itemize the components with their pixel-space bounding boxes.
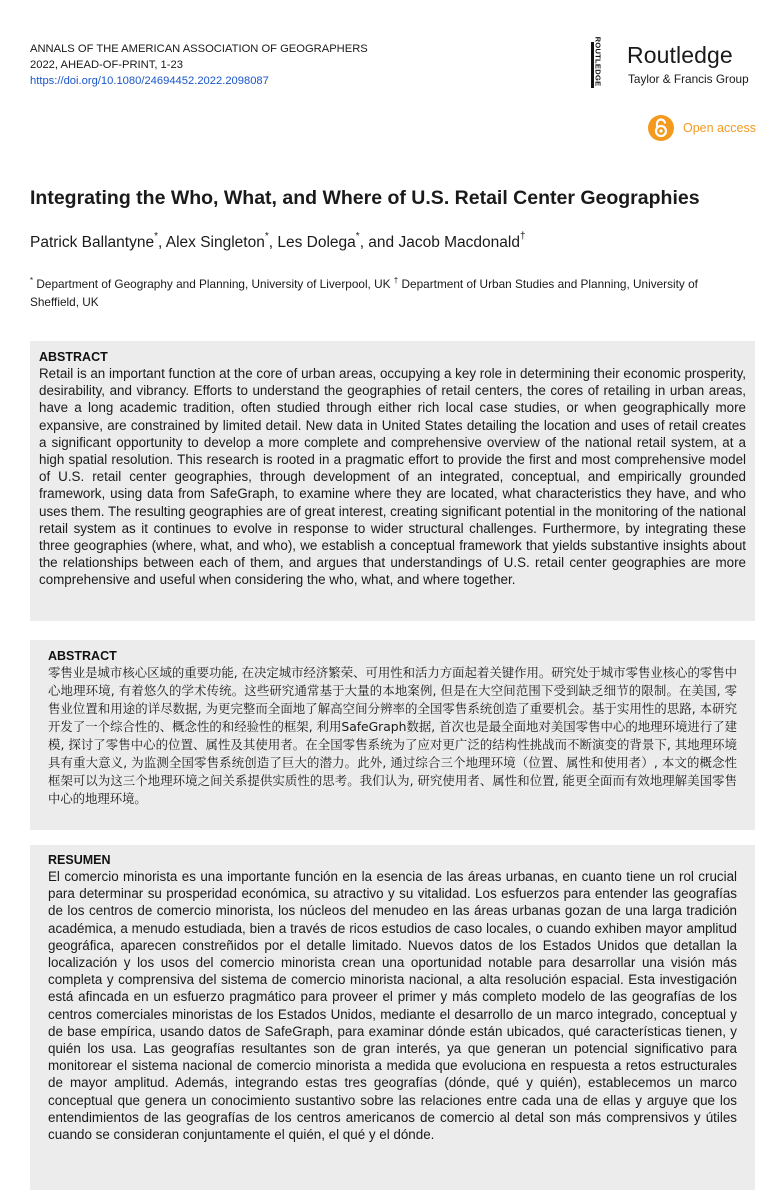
- author-name: Jacob Macdonald: [398, 234, 520, 251]
- author-mark: †: [519, 230, 526, 242]
- journal-header: [30, 42, 368, 89]
- routledge-vertical-text: ROUTLEDGE: [593, 36, 603, 87]
- abstract-text: Retail is an important function at the core of urban areas, occupying a key role in determining their economic prosperity, desirability, and vibrancy. Efforts to understand the geographies of retail centers, the cores of retailing in urban areas, have a long academic tradition, often studied through either rich local case studies, or when geographically more expansive, are constrained by limited detail. New data in United States detailing the location and uses of retail creates a significant opportunity to develop a more complete and comprehensive overview of the national retail system, at a high spatial resolution. This research is rooted in a pragmatic effort to provide the first and most comprehensive model of U.S. retail center geographies, through development of an integrated, conceptual, and empirically grounded framework, using data from SafeGraph, to examine where they are located, what characteristics they have, and who uses them. The resulting geographies are of great interest, creating significant potential in the monitoring of the national retail system as it continues to evolve in response to wider structural challenges. Furthermore, by integrating these three geographies (where, what, and who), we establish a conceptual framework that yields substantive insights about the relationships between each of them, and argues that understandings of U.S. retail center geographies are more comprehensive and useful when considering the who, what, and where together.: [39, 366, 746, 588]
- open-access-label: Open access: [683, 121, 756, 135]
- affiliation-liverpool: Department of Geography and Planning, University of Liverpool, UK: [36, 277, 391, 291]
- affiliation-sheffield: Department of Urban Studies and Planning, University of Sheffield, UK: [30, 277, 698, 309]
- author-mark: *: [154, 230, 158, 242]
- journal-issue: 2022, AHEAD-OF-PRINT, 1-23: [30, 58, 183, 71]
- abstract-text: 零售业是城市核心区域的重要功能, 在决定城市经济繁荣、可用性和活力方面起着关键作用。研究处于城市零售业核心的零售中心地理环境, 有着悠久的学术传统。这些研究通常基于大量的本地案例, 但是在大空间范围下受到缺乏细节的限制。在美国, 零售业位置和用途的详尽数据, 为更完整而全面地了解高空间分辨率的全国零售系统创造了重要机会。基于实用性的思路, 本研究开发了一个综合性的、概念性的和经验性的框架, 利用SafeGraph数据, 首次也是最全面地对美国零售中心的地理环境进行了建模, 探讨了零售中心的位置、属性及其使用者。在全国零售系统为了应对更广泛的结构性挑战而不断演变的背景下, 其地理环境具有重大意义, 为监测全国零售系统创造了巨大的潜力。此外, 通过综合三个地理环境（位置、属性和使用者）, 本文的概念性框架可以为这三个地理环境之间关系提供实质性的思考。我们认为, 研究使用者、属性和位置, 能更全面而有效地理解美国零售中心的地理环境。: [48, 665, 737, 806]
- article-title: Integrating the Who, What, and Where of U.S. Retail Center Geographies: [30, 187, 700, 209]
- author-list: Patrick Ballantyne*, Alex Singleton*, Les Dolega*, and Jacob Macdonald†: [30, 230, 526, 251]
- doi-link[interactable]: https://doi.org/10.1080/24694452.2022.2098087: [30, 74, 269, 87]
- author-name: Alex Singleton: [165, 234, 265, 251]
- author-name: Les Dolega: [277, 234, 356, 251]
- publisher-logo: [585, 36, 760, 92]
- resumen-heading: RESUMEN: [48, 853, 111, 867]
- journal-name: ANNALS OF THE AMERICAN ASSOCIATION OF GEOGRAPHERS: [30, 43, 368, 55]
- abstract-heading: ABSTRACT: [39, 350, 108, 364]
- publisher-group: Taylor & Francis Group: [628, 72, 749, 86]
- author-name: Patrick Ballantyne: [30, 234, 155, 251]
- author-mark: *: [355, 230, 360, 242]
- abstract-english: [30, 341, 755, 621]
- open-access-lock-icon: [648, 115, 674, 141]
- author-mark: *: [264, 230, 269, 242]
- affiliations: * Department of Geography and Planning, University of Liverpool, UK † Department of Urban Studies and Planning, University of Sheffield, UK: [30, 276, 698, 309]
- publisher-name: Routledge: [627, 42, 733, 68]
- abstract-heading: ABSTRACT: [48, 649, 117, 663]
- abstract-chinese: [30, 640, 755, 830]
- abstract-spanish: [30, 845, 755, 1190]
- routledge-emblem: [585, 36, 609, 90]
- resumen-text: El comercio minorista es una importante función en la esencia de las áreas urbanas, en cuanto tiene un rol crucial para determinar su prosperidad económica, su atractivo y su vitalidad. Los esfuerzos para entender las geografías de los centros de comercio minorista, los núcleos del menudeo en las áreas urbanas gozan de una larga tradición académica, a menudo estudiada, bien a través de ricos estudios de caso locales, o cuando exhiben mayor amplitud geográfica, aparecen constreñidos por el detalle limitado. Nuevos datos de los Estados Unidos que detallan la localización y los usos del comercio minorista crean una oportunidad notable para desarrollar una visión más completa y comprensiva del sistema de comercio minorista nacional, a alta resolución espacial. Esta investigación está afincada en un esfuerzo pragmático para proveer el primer y más completo modelo de las geografías de los centros comerciales minoristas de los Estados Unidos, mediante el desarrollo de un marco integrado, conceptual y de base empírica, usando datos de SafeGraph, para examinar dónde están ubicados, qué características tienen, y quién los usa. Las geografías resultantes son de gran interés, ya que generan un potencial significativo para monitorear el sistema nacional de comercio minorista a medida que evoluciona en respuesta a retos estructurales de mayor amplitud. Además, integrando estas tres geografías (dónde, qué y quién), establecemos un marco conceptual que genera un conocimiento sustantivo sobre las relaciones entre cada una de ellas y arguye que los entendimientos de las geografías de los centros americanos de comercio al detal son más comprensivos y útiles cuando se consideran conjuntamente el quién, el qué y el dónde.: [48, 869, 737, 1143]
